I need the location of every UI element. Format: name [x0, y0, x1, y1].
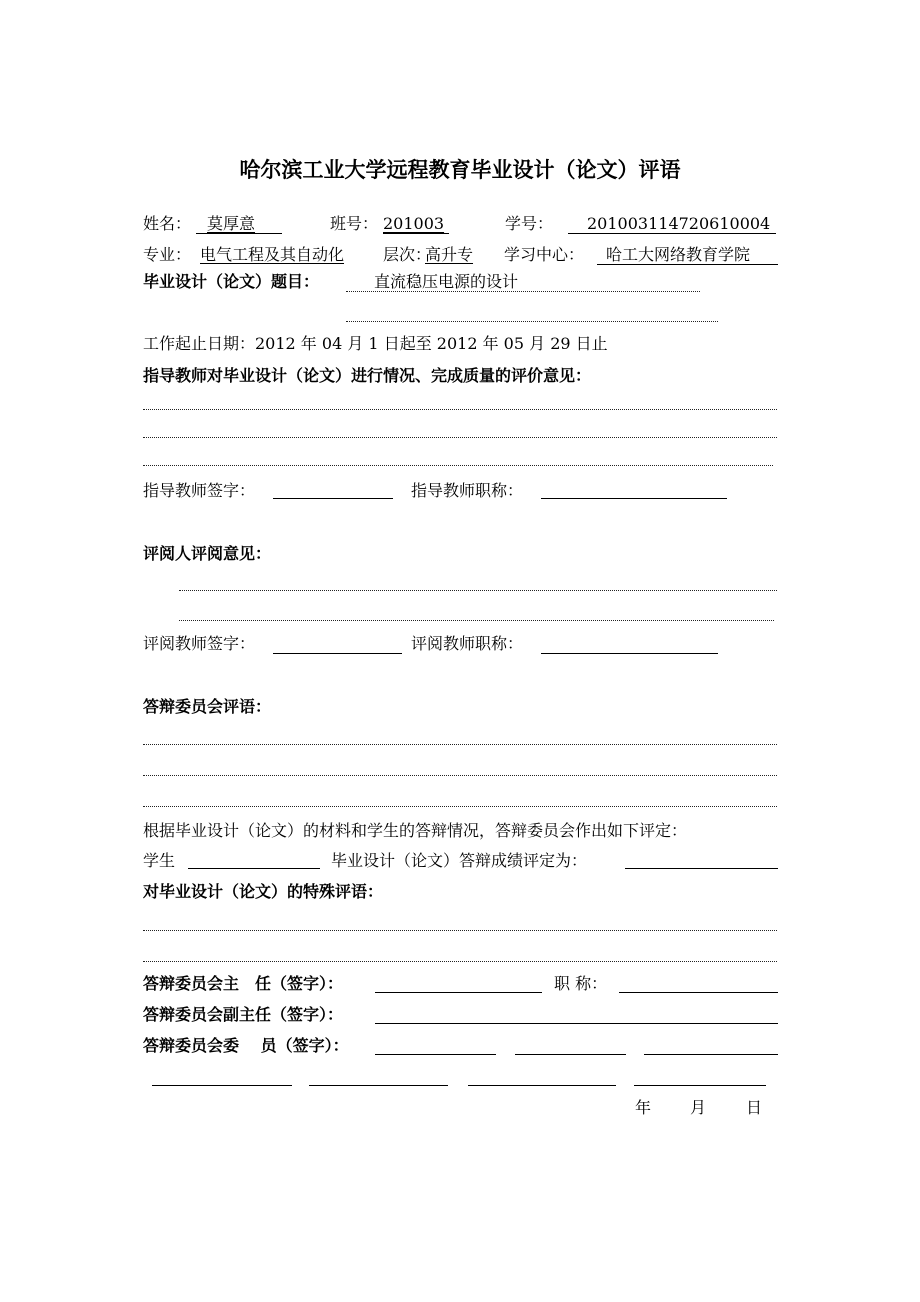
reviewer-heading: 评阅人评阅意见：	[143, 544, 272, 563]
special-comment-line-1	[143, 930, 777, 931]
committee-comment-line-1	[143, 744, 777, 745]
advisor-rank-label: 指导教师职称：	[411, 481, 524, 500]
member-sign-line-1[interactable]	[375, 1054, 496, 1055]
student-name-line[interactable]	[188, 868, 320, 869]
member-sign-line-2[interactable]	[515, 1054, 626, 1055]
name-label: 姓名：	[143, 214, 192, 233]
chair-sign-line[interactable]	[375, 992, 542, 993]
grade-label: 毕业设计（论文）答辩成绩评定为：	[331, 851, 588, 870]
major-value: 电气工程及其自动化	[200, 245, 345, 264]
member-sign-line-5[interactable]	[309, 1085, 448, 1086]
id-value: 201003114720610004	[587, 214, 771, 233]
reviewer-sign-label: 评阅教师签字：	[143, 634, 256, 653]
committee-comment-line-2	[143, 775, 777, 776]
reviewer-rank-line[interactable]	[541, 653, 718, 654]
committee-comment-line-3	[143, 806, 777, 807]
work-period: 工作起止日期：2012 年 04 月 1 日起至 2012 年 05 月 29 日止	[143, 334, 608, 353]
center-underline	[597, 264, 778, 265]
name-value: 莫厚意	[207, 214, 256, 233]
grade-line[interactable]	[625, 868, 778, 869]
member-sign-line-6[interactable]	[468, 1085, 616, 1086]
chair-title-label: 职 称：	[554, 974, 608, 993]
advisor-comment-line-1	[143, 409, 777, 410]
special-comment-heading: 对毕业设计（论文）的特殊评语：	[143, 882, 384, 901]
chair-sign-label: 答辩委员会主 任（签字）：	[143, 974, 344, 993]
center-label: 学习中心：	[504, 245, 585, 264]
member-sign-label: 答辩委员会委 员（签字）：	[143, 1036, 349, 1055]
class-value: 201003	[383, 214, 445, 233]
date-day-label: 日	[746, 1098, 763, 1117]
advisor-rank-line[interactable]	[541, 498, 727, 499]
reviewer-rank-label: 评阅教师职称：	[411, 634, 524, 653]
vice-chair-sign-label: 答辩委员会副主任（签字）：	[143, 1005, 344, 1024]
topic-line-2	[346, 321, 718, 322]
reviewer-sign-line[interactable]	[273, 653, 402, 654]
student-label: 学生	[143, 851, 176, 870]
class-label: 班号：	[330, 214, 379, 233]
advisor-heading: 指导教师对毕业设计（论文）进行情况、完成质量的评价意见：	[143, 366, 592, 385]
major-label: 专业：	[143, 245, 192, 264]
topic-value: 直流稳压电源的设计	[374, 272, 519, 291]
special-comment-line-2	[143, 961, 777, 962]
reviewer-comment-line-2	[179, 620, 774, 621]
center-value: 哈工大网络教育学院	[606, 245, 751, 264]
topic-line-1	[346, 291, 700, 292]
class-underline	[383, 233, 449, 234]
reviewer-comment-line-1	[179, 590, 777, 591]
advisor-comment-line-3	[143, 465, 773, 466]
id-underline	[568, 233, 776, 234]
vice-chair-sign-line[interactable]	[375, 1023, 778, 1024]
committee-heading: 答辩委员会评语：	[143, 697, 272, 716]
date-year-label: 年	[635, 1098, 652, 1117]
chair-title-line[interactable]	[619, 992, 778, 993]
advisor-comment-line-2	[143, 437, 777, 438]
level-value: 高升专	[425, 245, 474, 264]
topic-label: 毕业设计（论文）题目：	[143, 272, 320, 291]
committee-basis-text: 根据毕业设计（论文）的材料和学生的答辩情况，答辩委员会作出如下评定：	[143, 821, 688, 840]
advisor-sign-line[interactable]	[273, 498, 393, 499]
advisor-sign-label: 指导教师签字：	[143, 481, 256, 500]
member-sign-line-4[interactable]	[152, 1085, 292, 1086]
level-label: 层次：	[383, 245, 432, 264]
member-sign-line-3[interactable]	[644, 1054, 778, 1055]
name-underline	[196, 233, 282, 234]
id-label: 学号：	[505, 214, 554, 233]
page-title: 哈尔滨工业大学远程教育毕业设计（论文）评语	[239, 158, 681, 182]
member-sign-line-7[interactable]	[634, 1085, 766, 1086]
date-month-label: 月	[690, 1098, 707, 1117]
